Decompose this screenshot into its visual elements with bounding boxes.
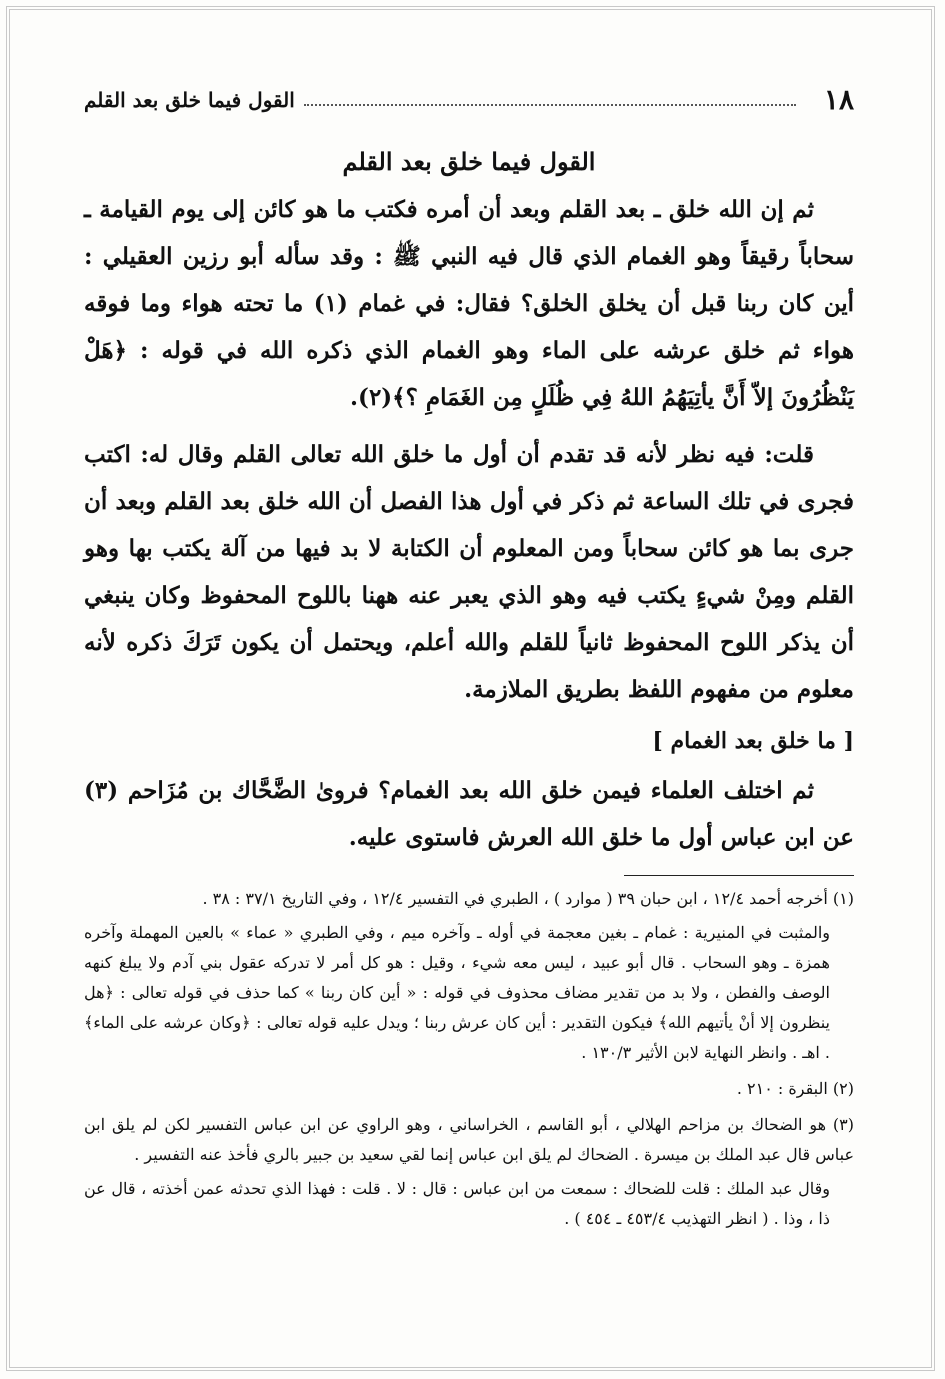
section-heading: [ ما خلق بعد الغمام ] xyxy=(652,728,854,754)
running-header xyxy=(84,80,854,120)
footnote-1 xyxy=(84,884,854,1068)
footnote-1-main: (١) أخرجه أحمد ١٢/٤ ، ابن حبان ٣٩ ( موارد ) ، الطبري في التفسير ١٢/٤ ، وفي التاريخ ٣٧/١ : ٣٨ . xyxy=(202,889,854,908)
section-paragraph: ثم اختلف العلماء فيمن خلق الله بعد الغمام؟ فروىٰ الضَّحَّاك بن مُزَاحم (٣) عن ابن عباس أول ما خلق الله العرش فاستوى عليه. xyxy=(84,777,854,851)
book-page xyxy=(84,80,854,1240)
footnote-1-detail: والمثبت في المنيرية : غمام ـ بغين معجمة في أوله ـ وآخره ميم ، وفي الطبري « عماء » بالعين المهملة وآخره همزة ـ وهو السحاب . قال أبو عبيد ، ليس معه شيء ، وقيل : هو كل أمر لا تدركه عقول بني آدم ولا يبلغ كنهه الوصف والفطن ، ولا بد من تقدير مضاف محذوف في قوله : « أين كان ربنا » كما حذف في قوله تعالى : ﴿هل ينظرون إلا أنْ يأتيهم الله﴾ فيكون التقدير : أين كان عرش ربنا ؛ ويدل عليه قوله تعالى : ﴿وكان عرشه على الماء﴾ . اهـ . وانظر النهاية لابن الأثير ١٣٠/٣ . xyxy=(84,923,830,1062)
body-paragraph-1: ثم إن الله خلق ـ بعد القلم وبعد أن أمره فكتب ما هو كائن إلى يوم القيامة ـ سحاباً رقيقاً وهو الغمام الذي قال فيه النبي ﷺ : وقد سأله أبو رزين العقيلي : أين كان ربنا قبل أن يخلق الخلق؟ فقال: في غمام (١) ما تحته هواء وما فوقه هواء ثم خلق عرشه على الماء وهو الغمام الذي ذكره الله في قوله : ﴿هَلْ يَنْظُرُونَ إلاّ أَنَّ يأتِيَهُمُ اللهُ فِي ظُلَلٍ مِن الغَمَامِ ؟﴾(٢). xyxy=(84,196,854,411)
footnote-3-detail: وقال عبد الملك : قلت للضحاك : سمعت من ابن عباس : قال : لا . قلت : فهذا الذي تحدثه عمن أخذته ، قال عن ذا ، وذا . ( انظر التهذيب ٤٥٣/٤ ـ ٤٥٤ ) . xyxy=(84,1179,830,1228)
footnote-2-text: (٢) البقرة : ٢١٠ . xyxy=(736,1079,854,1098)
chapter-title: القول فيما خلق بعد القلم xyxy=(342,147,596,176)
footnote-3-main: (٣) هو الضحاك بن مزاحم الهلالي ، أبو القاسم ، الخراساني ، وهو الراوي عن ابن عباس التفسير لكن لم يلق ابن عباس قال عبد الملك بن ميسرة . الضحاك لم يلق ابن عباس إنما لقي سعيد بن جبير بالري فأخذ عنه التفسير . xyxy=(84,1115,854,1164)
body-paragraph-2: قلت: فيه نظر لأنه قد تقدم أن أول ما خلق الله تعالى القلم وقال له: اكتب فجرى في تلك الساعة ثم ذكر في أول هذا الفصل أن الله خلق بعد القلم وبعد أن جرى بما هو كائن سحاباً ومن المعلوم أن الكتابة لا بد فيها من آلة يكتب بها وهو القلم ومِنْ شيءٍ يكتب فيه وهو الذي يعبر عنه ههنا باللوح المحفوظ وكان ينبغي أن يذكر اللوح المحفوظ ثانياً للقلم والله أعلم، ويحتمل أن يكون تَرَكَ ذكره لأنه معلوم من مفهوم اللفظ بطريق الملازمة. xyxy=(84,441,854,703)
footnote-2 xyxy=(84,1074,854,1104)
header-dotted-leader xyxy=(304,104,796,106)
page-number: ١٨ xyxy=(823,83,854,116)
footnote-3 xyxy=(84,1110,854,1234)
running-title: القول فيما خلق بعد القلم xyxy=(84,88,295,112)
footnote-separator xyxy=(624,875,854,876)
